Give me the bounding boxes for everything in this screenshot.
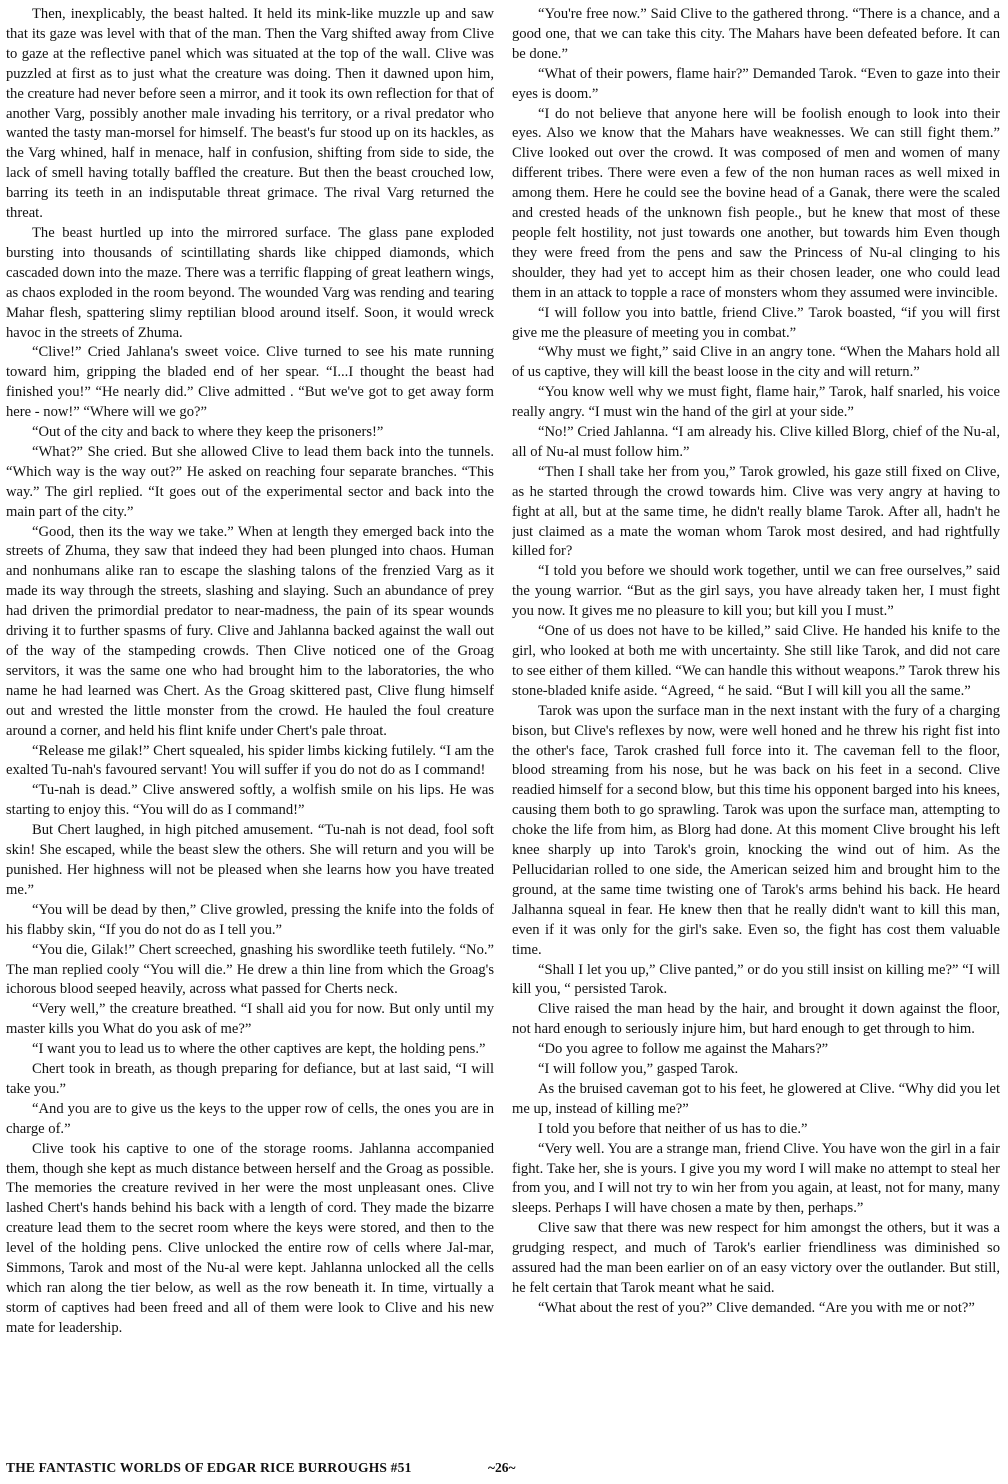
paragraph: “Very well,” the creature breathed. “I shall aid you for now. But only until my master kills you What do you ask of me?” [6, 1001, 494, 1038]
right-text-column [512, 5, 1000, 1445]
paragraph: “Then I shall take her from you,” Tarok growled, his gaze still fixed on Clive, as he started through the crowd towards him. Clive was very angry at having to fight at all, but at the same time, he didn't really blame Tarok. After all, hadn't he just claimed as a mate the woman whom Tarok most desired, and had rightfully killed for? [512, 463, 1000, 560]
paragraph: “You know well why we must fight, flame hair,” Tarok, half snarled, his voice really angry. “I must win the hand of the girl at your side.” [512, 384, 1000, 421]
paragraph: “What?” She cried. But she allowed Clive to lead them back into the tunnels. “Which way is the way out?” He asked on reaching four separate branches. “This way.” The girl replied. “It goes out of the experimental sector and back into the main part of the city.” [6, 443, 494, 520]
paragraph: “You die, Gilak!” Chert screeched, gnashing his swordlike teeth futilely. “No.” The man replied cooly “You will die.” He drew a thin line from which the Groag's ichorous blood seeped heavily, across what passed for Cherts neck. [6, 941, 494, 998]
paragraph: “I want you to lead us to where the other captives are kept, the holding pens.” [32, 1041, 486, 1058]
paragraph: “Very well. You are a strange man, friend Clive. You have won the girl in a fair fight. Take her, she is yours. I give you my word I will make no attempt to steal her from you, and I will not try to win her from you again, at least, not for many, many sleeps. Perhaps I will have chosen a mate by then, perhaps.” [512, 1140, 1000, 1217]
paragraph: As the bruised caveman got to his feet, he glowered at Clive. “Why did you let me up, instead of killing me?” [512, 1080, 1000, 1117]
paragraph: “And you are to give us the keys to the upper row of cells, the ones you are in charge of.” [6, 1100, 494, 1137]
page-number: ~26~ [488, 1460, 516, 1475]
paragraph: Clive took his captive to one of the storage rooms. Jahlanna accompanied them, though she kept as much distance between herself and the Groag as possible. The memories the creature revived in her were the most unpleasant ones. Clive lashed Chert's hands behind his back with a length of cord. They made the bizarre creature lead them to the secret room where the keys were stored, and then to the level of the holding pens. Clive unlocked the entire row of cells where Jal-mar, Simmons, Tarok and most of the Nu-al were kept. Jahlanna unlocked all the cells which ran along the tier below, as well as the row beneath it. In time, virtually a storm of captives had been freed and all of them were look to Clive and his new mate for leadership. [6, 1140, 494, 1336]
paragraph: “One of us does not have to be killed,” said Clive. He handed his knife to the girl, who looked at both me with uncertainty. She still like Tarok, and did not care to see either of them killed. “We can handle this without weapons.” Tarok threw his stone-bladed knife aside. “Agreed, “ he said. “But I will kill you all the same.” [512, 623, 1000, 699]
paragraph: Tarok was upon the surface man in the next instant with the fury of a charging bison, but Clive's reflexes by now, were well honed and he threw his right fist into the other's face, Tarok crashed full force into it. The caveman fell to the floor, blood streaming from his nose, but he was back on his feet in a second. Clive readied himself for a second blow, but this time his opponent barged into his knees, causing them both to go sprawling. Tarok was upon the surface man, attempting to choke the life from him, as Blorg had done. At this moment Clive brought his left knee sharply up into Tarok's groin, knocking the wind out of him. As the Pellucidarian rolled to one side, the American seized him and brought him to the ground, at the same time twisting one of Tarok's arms behind his back. He heard Jalhanna squeal in fear. He knew then that he really didn't want to kill this man, even if it was only for the girl's sake. Even so, the fight has cost them valuable time. [512, 702, 1000, 958]
paragraph: “Tu-nah is dead.” Clive answered softly, a wolfish smile on his lips. He was starting to enjoy this. “You will do as I command!” [6, 782, 494, 819]
paragraph: “You will be dead by then,” Clive growled, pressing the knife into the folds of his flabby skin, “If you do not do as I tell you.” [6, 901, 494, 938]
paragraph: Chert took in breath, as though preparing for defiance, but at last said, “I will take you.” [6, 1061, 494, 1097]
paragraph: “I will follow you into battle, friend Clive.” Tarok boasted, “if you will first give me the pleasure of meeting you in combat.” [512, 304, 1000, 341]
paragraph: “Out of the city and back to where they keep the prisoners!” [32, 424, 384, 441]
paragraph: Clive raised the man head by the hair, and brought it down against the floor, not hard enough to seriously injure him, but hard enough to get through to him. [512, 1001, 1000, 1038]
paragraph: “You're free now.” Said Clive to the gathered throng. “There is a chance, and a good one, that we can take this city. The Mahars have been defeated before. It can be done.” [512, 6, 1000, 62]
paragraph: “I do not believe that anyone here will be foolish enough to look into their eyes. Also we know that the Mahars have weaknesses. We can still fight them.” Clive looked out over the crowd. It was composed of men and women of many different tribes. There were even a few of the non human races as well mixed in among them. Here he could see the bovine head of a Ganak, there were the scaled and crested heads of the unknown fish people., but he knew that most of these people felt hostility, not just towards one another, but towards him Even though they were freed from the pens and saw the Princess of Nu-al clinging to his shoulder, they had yet to accept him as their chosen leader, one who could lead them in an attack to topple a race of monsters whom they assumed were invincible. [512, 105, 1000, 301]
paragraph: “I told you before we should work together, until we can free ourselves,” said the young warrior. “But as the girl says, you have already taken her, I must fight you now. It gives me no pleasure to kill you; but kill you I must.” [512, 563, 1000, 620]
paragraph: “Release me gilak!” Chert squealed, his spider limbs kicking futilely. “I am the exalted Tu-nah's favoured servant! You will suffer if you do not do as I command! [6, 742, 494, 779]
paragraph: “What of their powers, flame hair?” Demanded Tarok. “Even to gaze into their eyes is doom.” [512, 65, 1000, 102]
paragraph: Clive saw that there was new respect for him amongst the others, but it was a grudging respect, and much of Tarok's earlier friendliness was diminished so assured had the man been earlier on of an easy victory over the outlander. But still, he felt certain that Tarok meant what he said. [512, 1220, 1000, 1296]
paragraph: “Good, then its the way we take.” When at length they emerged back into the streets of Zhuma, they saw that indeed they had been plunged into chaos. Human and nonhumans alike ran to escape the slashing talons of the frenzied Varg as it made its way through the streets, slashing and slaying. Such an abundance of prey had driven the primordial predator to near-madness, the pain of its spear wounds driving it to further spasms of fury. Clive and Jahlanna backed against the wall out of the way of the stampeding crowds. Then Clive noticed one of the Groag servitors, it was the same one who had brought him to the laboratories, the who name he had learned was Chert. As the Groag skittered past, Clive flung himself out and wrested the little monster from the crowd. He hauled the foul creature around a corner, and held his flint knife under Chert's pale throat. [6, 523, 494, 739]
paragraph: I told you before that neither of us has to die.” [538, 1120, 808, 1137]
publication-title: THE FANTASTIC WORLDS OF EDGAR RICE BURROUGHS #51 [6, 1460, 412, 1475]
paragraph: “What about the rest of you?” Clive demanded. “Are you with me or not?” [538, 1299, 975, 1316]
paragraph: “I will follow you,” gasped Tarok. [538, 1061, 739, 1078]
paragraph: “No!” Cried Jahlanna. “I am already his. Clive killed Blorg, chief of the Nu-al, all of Nu-al must follow him.” [512, 424, 1000, 460]
paragraph: “Do you agree to follow me against the Mahars?” [538, 1041, 829, 1058]
paragraph: Then, inexplicably, the beast halted. It held its mink-like muzzle up and saw that its gaze was level with that of the man. Then the Varg shifted away from Clive to gaze at the reflective panel which was situated at the top of the wall. Clive was puzzled at first as to just what the creature was doing. Then it dawned upon him, the creature had never before seen a mirror, and it took its own reflection for that of another Varg, possibly another male invading his territory, or a rival predator who wanted the tasty man-morsel for himself. The beast's fur stood up on its hackles, as the Varg whined, half in menace, half in confusion, shifting from side to side, the lack of smell having totally baffled the creature. But then the beast crouched low, barring its teeth in an indisputable threat grimace. The rival Varg returned the threat. [6, 6, 494, 222]
page-footer [6, 1460, 1002, 1480]
paragraph: “Why must we fight,” said Clive in an angry tone. “When the Mahars hold all of us captive, they will kill the beast loose in the city and will return.” [512, 344, 1000, 381]
paragraph: “Shall I let you up,” Clive panted,” or do you still insist on killing me?” “I will kill you, “ persisted Tarok. [512, 961, 1000, 998]
paragraph: “Clive!” Cried Jahlana's sweet voice. Clive turned to see his mate running toward him, gripping the bladed end of her spear. “I...I thought the beast had finished you!” “He nearly did.” Clive admitted . “But we've got to get away form here - now!” “Where will we go?” [6, 344, 494, 421]
paragraph: But Chert laughed, in high pitched amusement. “Tu-nah is not dead, fool soft skin! She escaped, while the beast slew the others. She will return and you will be punished. Her highness will not be pleased when she learns how you have treated me.” [6, 822, 494, 898]
paragraph: The beast hurtled up into the mirrored surface. The glass pane exploded bursting into thousands of scintillating shards like chipped diamonds, which cascaded down into the maze. There was a terrific flapping of great leathern wings, as chaos exploded in the room beyond. The wounded Varg was rending and tearing Mahar flesh, spattering slimy reptilian blood around itself. Soon, it would wreck havoc in the streets of Zhuma. [6, 224, 494, 341]
left-text-column [6, 5, 494, 1445]
